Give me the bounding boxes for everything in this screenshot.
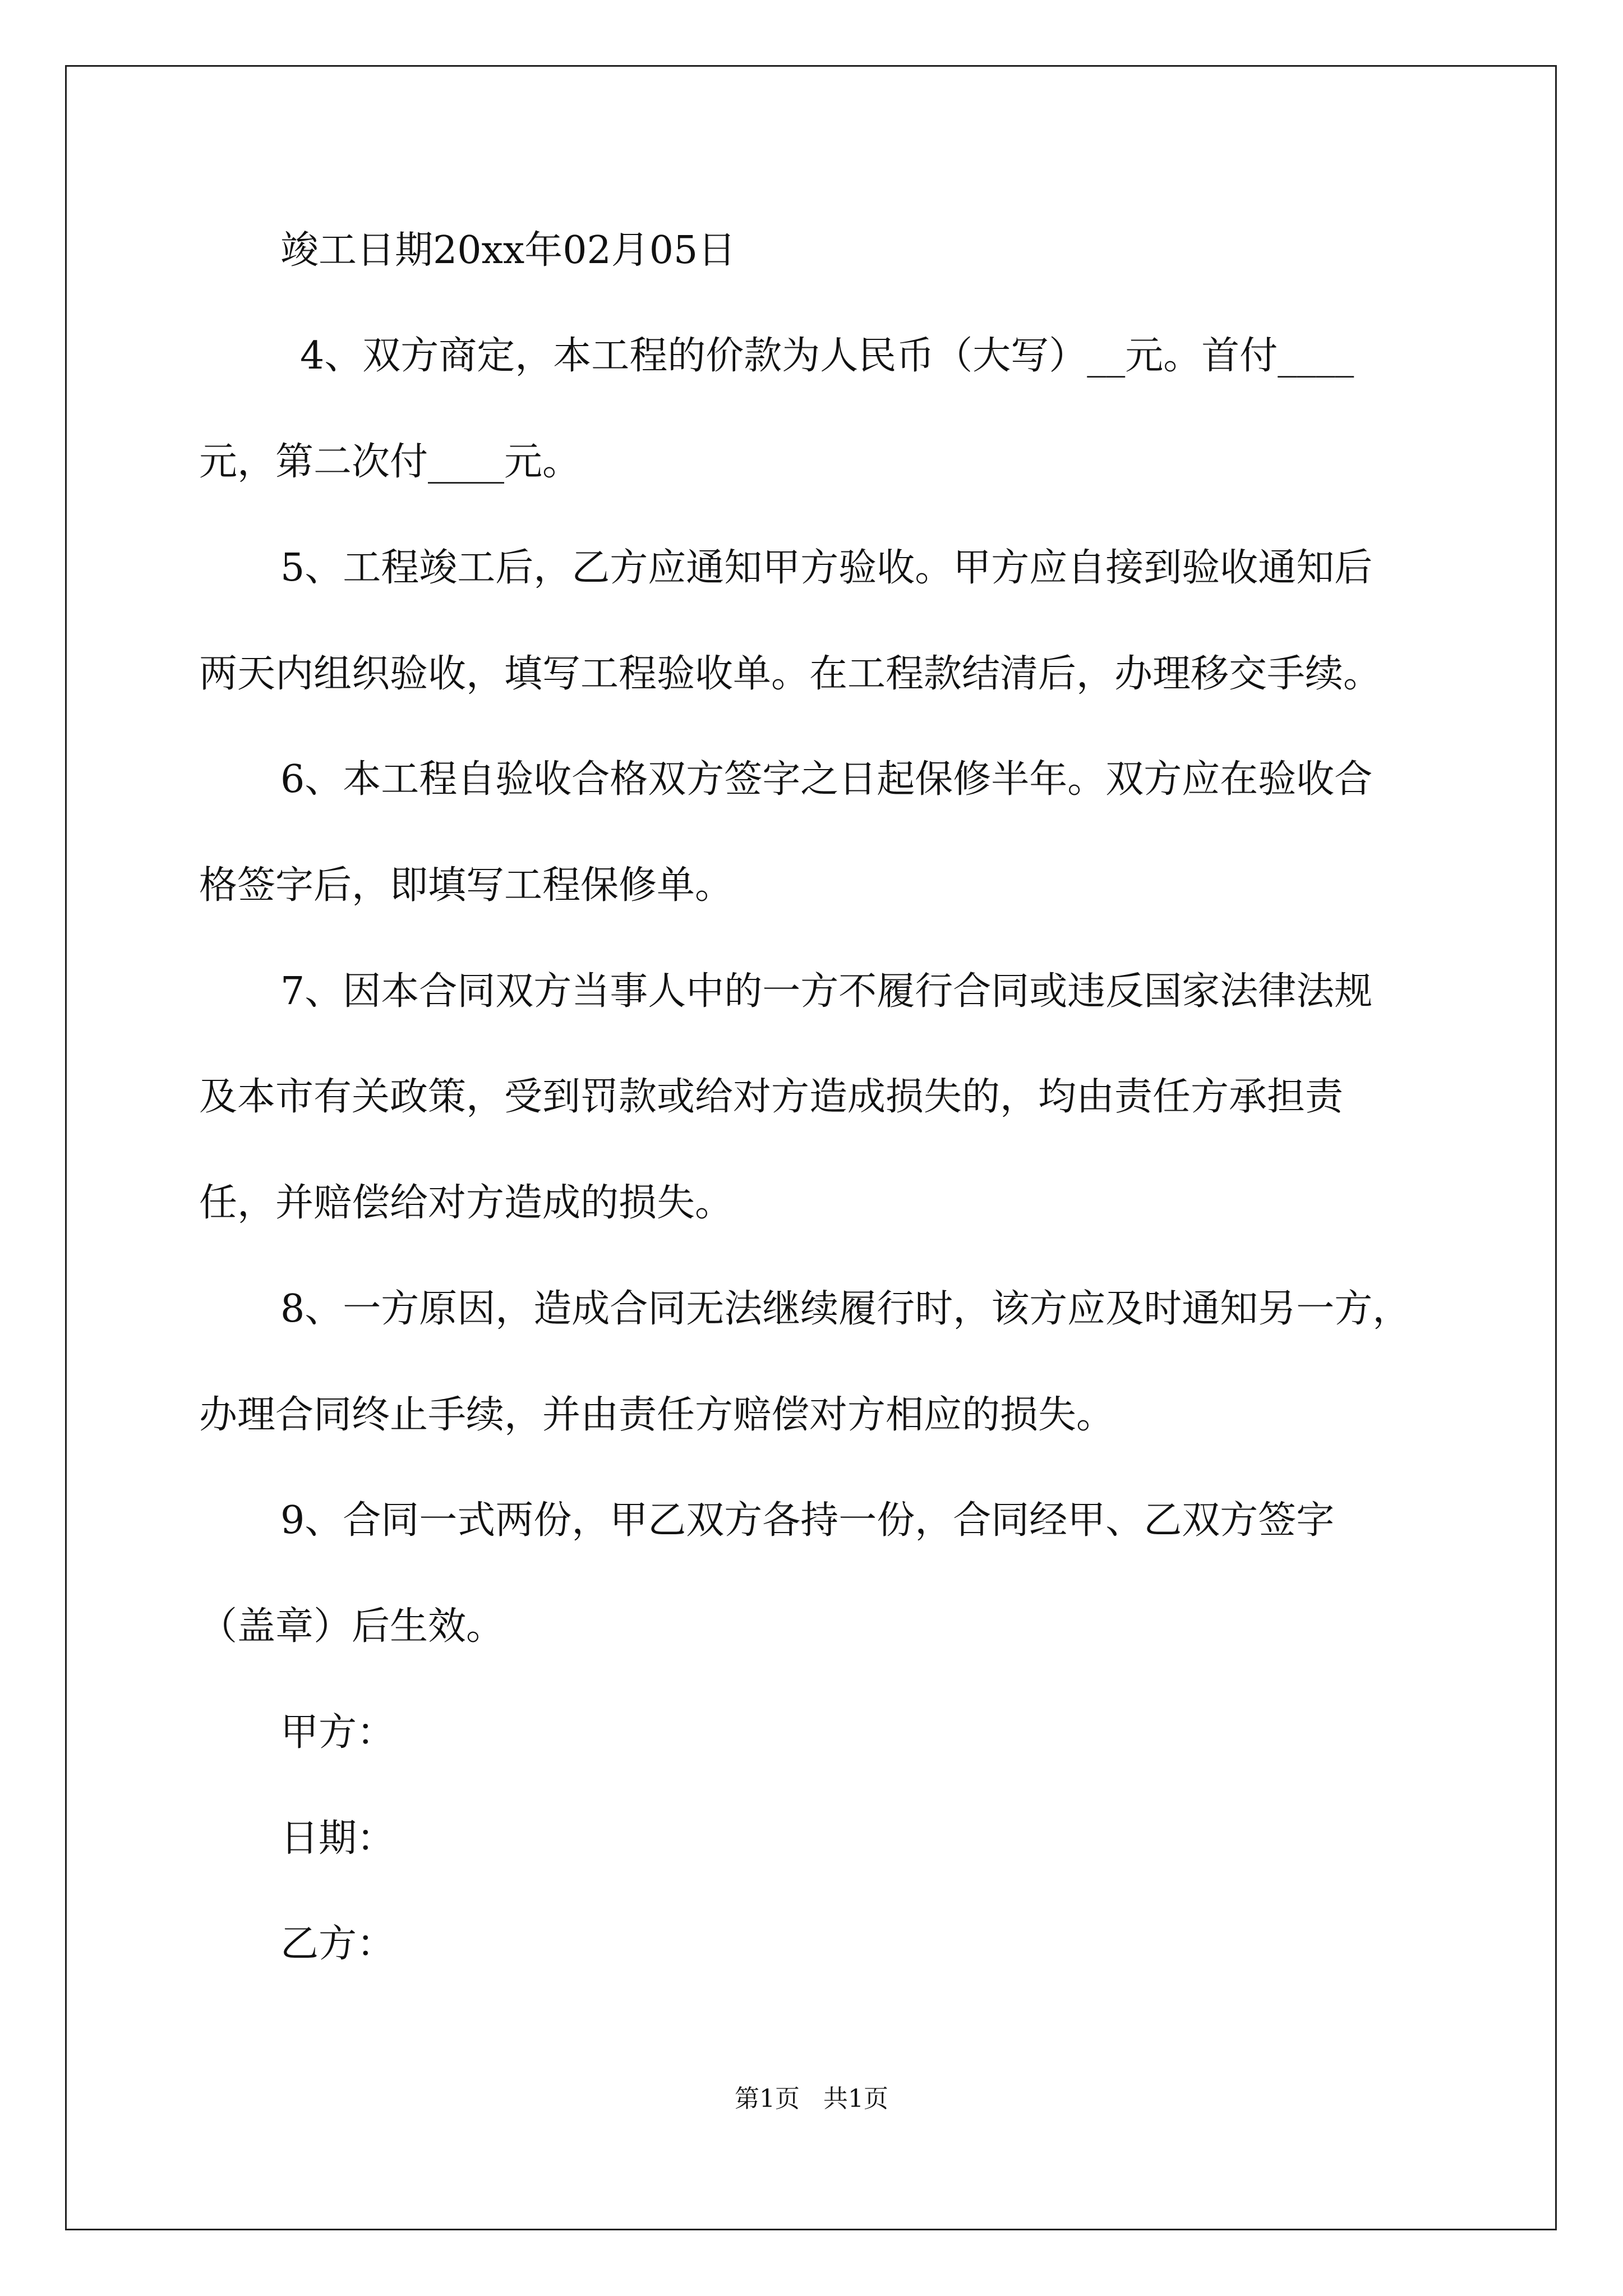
date-label: 日期： <box>280 1816 395 1861</box>
completion-date-line: 竣工日期20xx年02月05日 <box>280 228 736 273</box>
clause-4-line-2: 元，第二次付____元。 <box>199 440 581 484</box>
page-border <box>65 65 1557 2230</box>
clause-7-line-1: 7、因本合同双方当事人中的一方不履行合同或违反国家法律法规 <box>280 969 1373 1014</box>
clause-8-line-1: 8、一方原因，造成合同无法继续履行时，该方应及时通知另一方， <box>280 1287 1411 1331</box>
clause-6-line-1: 6、本工程自验收合格双方签字之日起保修半年。双方应在验收合 <box>280 757 1373 802</box>
clause-9-line-1: 9、合同一式两份，甲乙双方各持一份，合同经甲、乙双方签字 <box>280 1498 1335 1543</box>
clause-6-line-2: 格签字后，即填写工程保修单。 <box>199 863 734 908</box>
clause-9-line-2: （盖章）后生效。 <box>199 1604 505 1649</box>
clause-7-line-2: 及本市有关政策，受到罚款或给对方造成损失的，均由责任方承担责 <box>199 1075 1344 1119</box>
party-b-label: 乙方： <box>280 1922 395 1966</box>
party-a-label: 甲方： <box>280 1710 395 1755</box>
page-number-footer: 第1页 共1页 <box>735 2085 888 2113</box>
clause-8-line-2: 办理合同终止手续，并由责任方赔偿对方相应的损失。 <box>199 1393 1115 1437</box>
clause-5-line-2: 两天内组织验收，填写工程验收单。在工程款结清后，办理移交手续。 <box>199 652 1382 696</box>
clause-4-line-1: 4、双方商定，本工程的价款为人民币（大写）__元。首付____ <box>300 334 1354 378</box>
clause-7-line-3: 任，并赔偿给对方造成的损失。 <box>199 1181 734 1225</box>
clause-5-line-1: 5、工程竣工后，乙方应通知甲方验收。甲方应自接到验收通知后 <box>280 546 1373 590</box>
